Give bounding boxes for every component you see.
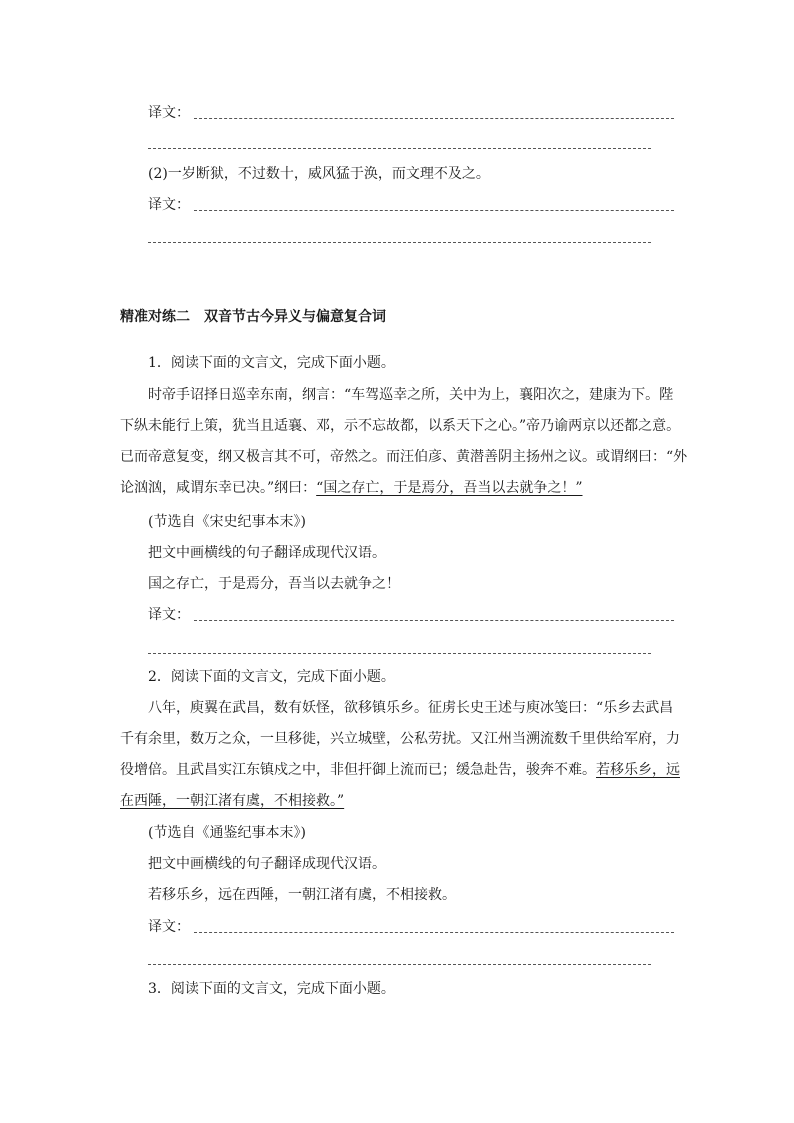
passage-line: 千有余里，数万之众，一旦移徙，兴立城壁，公私劳扰。又江州当溯流数千里供给军府，力 [120, 731, 680, 747]
passage-line [120, 760, 680, 791]
item-2-sentence: 若移乐乡，远在西陲，一朝江渚有虞，不相接救。 [148, 887, 456, 903]
passage-text: 役增倍。且武昌实江东镇戍之中，非但扞御上流而已；缓急赴告，骏奔不难。 [120, 762, 596, 778]
underlined-sentence: “国之存亡，于是焉分，吾当以去就争之！” [316, 480, 583, 496]
passage-line: 时帝手诏择日巡幸东南，纲言：“车驾巡幸之所，关中为上，襄阳次之，建康为下。陛 [148, 387, 674, 403]
answer-label: 译文： [148, 919, 190, 935]
item-1-passage [120, 385, 688, 498]
passage-line: 八年，庾翼在武昌，数有妖怪，欲移镇乐乡。征虏长史王述与庾冰笺曰：“乐乡去武昌 [148, 700, 674, 716]
item-2-source: (节选自《通鉴纪事本末》) [148, 825, 306, 841]
passage-line [120, 791, 680, 811]
answer-blank[interactable] [194, 619, 674, 621]
answer-blank[interactable] [194, 209, 674, 211]
section-heading: 精准对练二 双音节古今异义与偏意复合词 [120, 309, 386, 325]
item-2-instruction: 把文中画横线的句子翻译成现代汉语。 [148, 856, 386, 872]
item-2-answer-line[interactable] [148, 917, 674, 937]
passage-line: 下纵未能行上策，犹当且适襄、邓，示不忘故都，以系天下之心。”帝乃谕两京以还都之意。 [120, 418, 681, 434]
item-1-prompt: 1．阅读下面的文言文，完成下面小题。 [148, 355, 395, 371]
answer-rule [148, 964, 651, 965]
answer-label: 译文： [148, 197, 190, 213]
underlined-sentence: 在西陲，一朝江渚有虞，不相接救。” [120, 793, 345, 809]
item-1-source: (节选自《宋史纪事本末》) [148, 514, 306, 530]
answer-blank[interactable] [194, 931, 674, 933]
item-1-answer-line[interactable] [148, 605, 674, 625]
passage-text: 论汹汹，咸谓东幸已决。”纲曰： [120, 480, 317, 496]
item-2-prompt: 2．阅读下面的文言文，完成下面小题。 [148, 669, 395, 685]
passage-line [120, 478, 680, 498]
item-2-passage [120, 698, 680, 811]
underlined-sentence: 若移乐乡，远 [596, 762, 680, 778]
item-3-prompt: 3．阅读下面的文言文，完成下面小题。 [148, 981, 395, 997]
answer-blank[interactable] [194, 117, 674, 119]
answer-label: 译文： [148, 607, 190, 623]
item-1-instruction: 把文中画横线的句子翻译成现代汉语。 [148, 545, 386, 561]
question-2: (2)一岁断狱，不过数十，威风猛于涣，而文理不及之。 [148, 166, 490, 182]
passage-line: 已而帝意复变，纲又极言其不可，帝然之。而汪伯彦、黄潜善阴主扬州之议。或谓纲曰：“外 [120, 449, 688, 465]
answer-label: 译文： [148, 105, 190, 121]
item-1-sentence: 国之存亡，于是焉分，吾当以去就争之！ [148, 576, 400, 592]
answer-rule [148, 242, 651, 243]
answer-rule [148, 148, 651, 149]
answer-rule [148, 653, 651, 654]
answer-line-1[interactable] [148, 103, 674, 123]
answer-line-2[interactable] [148, 195, 674, 215]
